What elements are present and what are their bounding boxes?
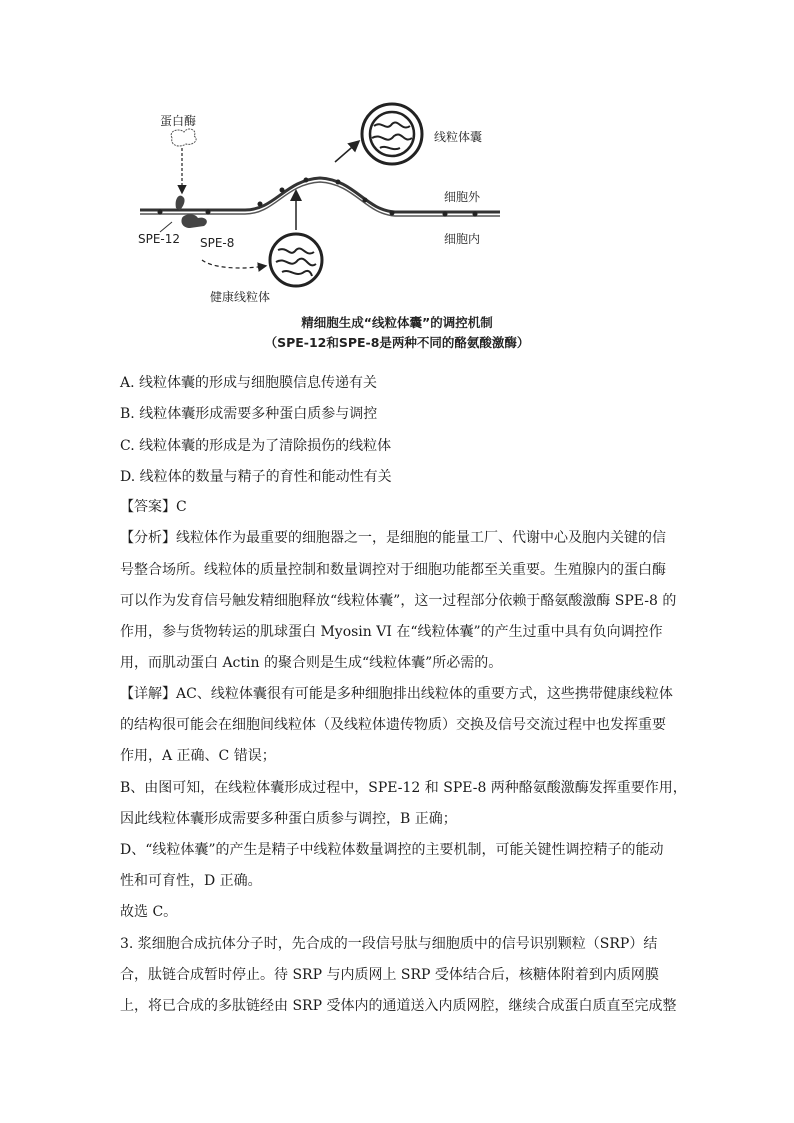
conclusion-line: 故选 C。 (120, 904, 178, 920)
healthy-mitochondrion (270, 234, 322, 286)
analysis-line: 可以作为发育信号触发精细胞释放“线粒体囊”，这一过程部分依赖于酪氨酸激酶 SPE-8 的 (120, 593, 677, 609)
analysis-line: 号整合场所。线粒体的质量控制和数量调控对于细胞功能都至关重要。生殖腺内的蛋白酶 (120, 562, 666, 578)
question-3-line: 合，肽链合成暂时停止。待 SRP 与内质网上 SRP 受体结合后，核糖体附着到内质网膜 (120, 967, 659, 983)
detail-line: 因此线粒体囊形成需要多种蛋白质参与调控，B 正确； (120, 811, 457, 827)
spe8-kinase (181, 214, 206, 228)
mitochondrial-vesicle-label: 线粒体囊 (434, 130, 483, 144)
spe8-label: SPE-8 (200, 236, 235, 250)
detail-line: 【详解】AC、线粒体囊很有可能是多种细胞排出线粒体的重要方式，这些携带健康线粒体 (120, 686, 673, 702)
mitochondrial-vesicle (362, 104, 422, 164)
analysis-line: 【分析】线粒体作为最重要的细胞器之一，是细胞的能量工厂、代谢中心及胞内关键的信 (120, 530, 666, 546)
mitochondrial-vesicle-figure (120, 100, 520, 310)
analysis-line: 用，而肌动蛋白 Actin 的聚合则是生成“线粒体囊”所必需的。 (120, 655, 503, 671)
detail-line: 的结构很可能会在细胞间线粒体（及线粒体遗传物质）交换及信号交流过程中也发挥重要 (120, 717, 666, 733)
question-3-line: 上，将已合成的多肽链经由 SRP 受体内的通道送入内质网腔，继续合成蛋白质直至完成整 (120, 998, 677, 1014)
healthy-mitochondrion-label: 健康线粒体 (210, 290, 271, 304)
option-c: C. 线粒体囊的形成是为了清除损伤的线粒体 (120, 438, 392, 454)
intracellular-label: 细胞内 (444, 232, 481, 246)
answer-line: 【答案】C (120, 499, 187, 515)
spe12-receptor (176, 196, 185, 210)
extracellular-label: 细胞外 (444, 190, 481, 204)
option-d: D. 线粒体的数量与精子的育性和能动性有关 (120, 469, 392, 485)
analysis-line: 作用，参与货物转运的肌球蛋白 Myosin VI 在“线粒体囊”的产生过重中具有负向调控作 (120, 624, 663, 640)
question-3-line: 3. 浆细胞合成抗体分子时，先合成的一段信号肽与细胞质中的信号识别颗粒（SRP）结 (120, 936, 658, 952)
protease-label: 蛋白酶 (160, 114, 197, 128)
detail-line: 性和可育性，D 正确。 (120, 873, 262, 889)
detail-line: B、由图可知，在线粒体囊形成过程中，SPE-12 和 SPE-8 两种酪氨酸激酶发挥重要作用， (120, 780, 687, 796)
detail-line: D、“线粒体囊”的产生是精子中线粒体数量调控的主要机制，可能关键性调控精子的能动 (120, 842, 664, 858)
detail-line: 作用，A 正确、C 错误； (120, 748, 276, 764)
option-b: B. 线粒体囊形成需要多种蛋白质参与调控 (120, 406, 378, 422)
option-a: A. 线粒体囊的形成与细胞膜信息传递有关 (120, 375, 378, 391)
figure-caption-title: 精细胞生成“线粒体囊”的调控机制 (301, 315, 493, 330)
protease-shape (171, 129, 196, 146)
figure-caption-note: （SPE-12和SPE-8是两种不同的酪氨酸激酶） (264, 335, 530, 350)
spe12-label: SPE-12 (138, 232, 181, 246)
